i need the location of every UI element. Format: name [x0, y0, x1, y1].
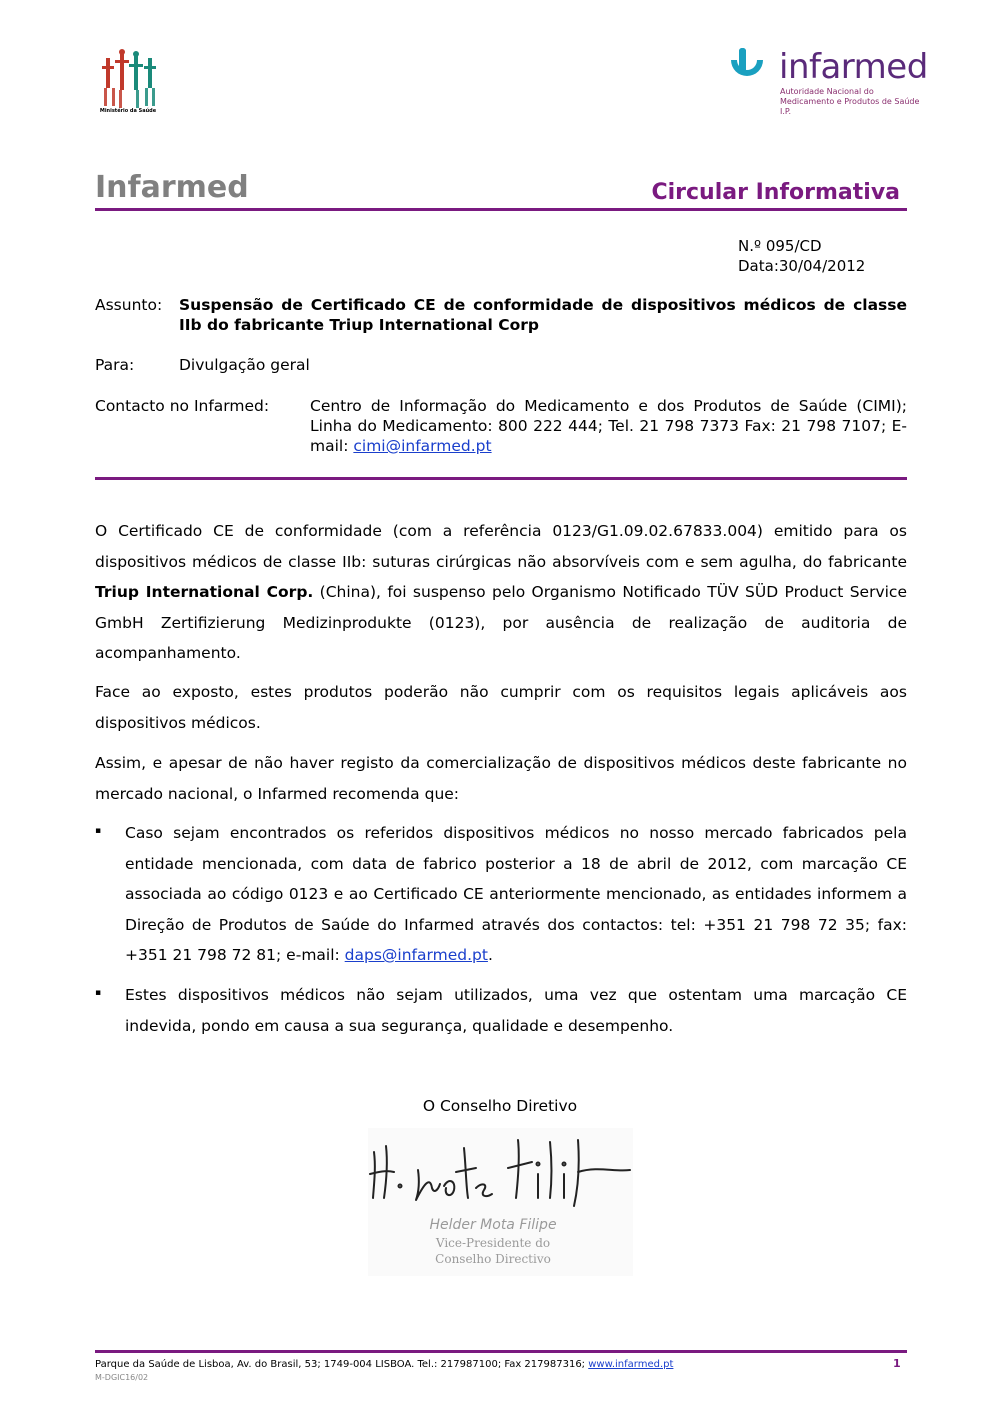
footer-website-link[interactable]: www.infarmed.pt — [588, 1359, 674, 1370]
stamp-role-line-1: Vice-Presidente do — [435, 1236, 551, 1250]
contact-text — [310, 396, 907, 456]
contact-email-link[interactable]: cimi@infarmed.pt — [353, 437, 492, 455]
document-type: Circular Informativa — [651, 180, 900, 205]
handwritten-signature — [368, 1128, 633, 1208]
recipient-text: Divulgação geral — [179, 356, 310, 374]
ministry-caption: Ministério da Saúde — [99, 108, 157, 114]
circular-number: N.º 095/CD — [738, 237, 822, 255]
infarmed-logo-word: infarmed — [779, 47, 928, 87]
bullet-marker: ▪ — [95, 826, 102, 836]
infarmed-logo-icon — [727, 46, 777, 90]
paragraph-1-part-a: O Certificado CE de conformidade (com a referência 0123/G1.09.02.67833.004) emitido para os dispositivos médicos de classe IIb: suturas cirúrgicas não absorvíveis com e sem agulha, do fabricante — [95, 522, 907, 571]
document-code: M-DGIC16/02 — [95, 1373, 149, 1382]
bullet-1-end: . — [487, 946, 493, 964]
page-number: 1 — [893, 1357, 901, 1370]
recipient-row — [95, 355, 907, 375]
footer-address — [95, 1359, 673, 1370]
org-title: Infarmed — [95, 170, 249, 205]
footer-rule — [95, 1350, 907, 1353]
reference-block — [738, 236, 865, 276]
stamp-role-line-2: Conselho Directivo — [435, 1252, 551, 1266]
footer-address-text: Parque da Saúde de Lisboa, Av. do Brasil, 53; 1749-004 LISBOA. Tel.: 217987100; Fax 217987316; — [95, 1359, 589, 1370]
bullet-1-text: Caso sejam encontrados os referidos dispositivos médicos no nosso mercado fabricados pela entidade mencionada, com data de fabrico posterior a 18 de abril de 2012, com marcação CE associada ao código 0123 e ao Certificado CE anteriormente mencionado, as entidades informem a Direção de Produtos de Saúde do Infarmed através dos contactos: tel: +351 21 798 72 35; fax: +351 21 798 72 81; e-mail: — [125, 824, 907, 964]
list-item — [125, 818, 907, 971]
contact-details: Centro de Informação do Medicamento e dos Produtos de Saúde (CIMI); Linha do Medicamento: 800 222 444; Tel. 21 798 7373 Fax: 21 798 7107; E-mail: — [310, 397, 907, 455]
paragraph-certificate — [95, 516, 907, 669]
manufacturer-name: Triup International Corp. — [95, 583, 314, 601]
stamp-name: Helder Mota Filipe — [429, 1217, 557, 1233]
subject-text: Suspensão de Certificado CE de conformidade de dispositivos médicos de classe IIb do fabricante Triup International Corp — [179, 296, 907, 334]
contact-label: Contacto no Infarmed: — [95, 397, 270, 415]
recipient-label: Para: — [95, 356, 135, 374]
infarmed-logo-subtitle: Autoridade Nacional do Medicamento e Produtos de Saúde I.P. — [780, 87, 920, 116]
paragraph-consequence: Face ao exposto, estes produtos poderão não cumprir com os requisitos legais aplicáveis aos dispositivos médicos. — [95, 683, 907, 732]
circular-date: Data:30/04/2012 — [738, 257, 866, 275]
signatory-title: O Conselho Diretivo — [422, 1097, 578, 1115]
contact-row — [95, 396, 907, 458]
paragraph-1-part-b: (China), foi suspenso pelo Organismo Notificado TÜV SÜD Product Service GmbH Zertifizierung Medizinprodukte (0123), por ausência de realização de auditoria de acompanhamento. — [95, 583, 907, 662]
bullet-marker: ▪ — [95, 988, 102, 998]
subject-row — [95, 295, 907, 337]
paragraph-recommendation: Assim, e apesar de não haver registo da comercialização de dispositivos médicos deste fabricante no mercado nacional, o Infarmed recomenda que: — [95, 754, 907, 803]
section-rule — [95, 477, 907, 480]
subject-label: Assunto: — [95, 296, 163, 314]
daps-email-link[interactable]: daps@infarmed.pt — [344, 946, 488, 964]
list-item: Estes dispositivos médicos não sejam utilizados, uma vez que ostentam uma marcação CE indevida, pondo em causa a sua segurança, qualidade e desempenho. — [125, 986, 907, 1035]
header-rule — [95, 208, 907, 211]
